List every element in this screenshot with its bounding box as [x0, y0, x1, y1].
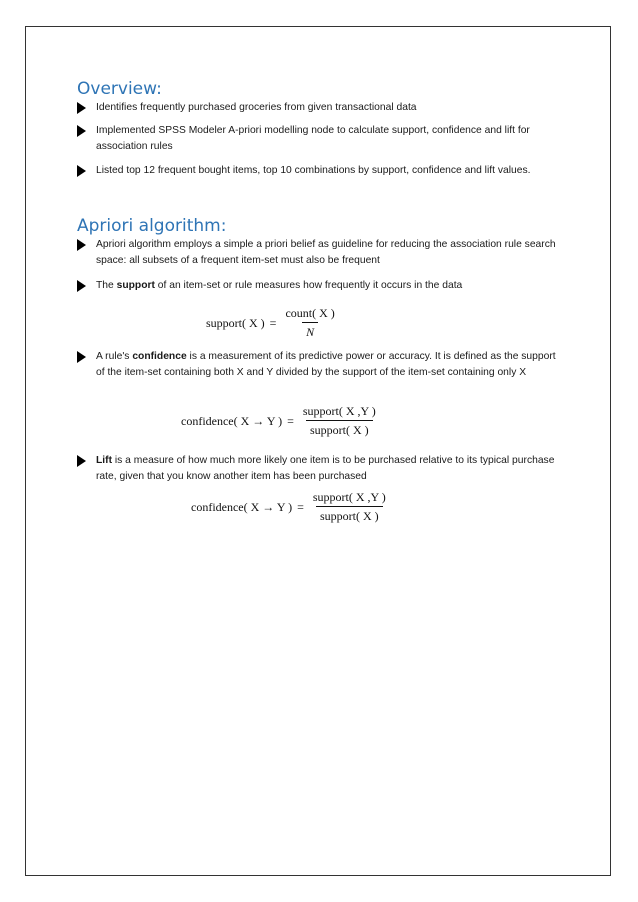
bullet-text: Identifies frequently purchased groceries from given transactional data — [96, 102, 417, 113]
confidence-formula — [181, 404, 380, 438]
formula-equals: = — [297, 499, 304, 514]
formula-lhs: confidence( X → Y ) — [191, 499, 293, 514]
arrow-bullet-icon — [77, 239, 86, 251]
formula-denominator: N — [302, 322, 318, 340]
bullet-post: is a measurement of its predictive power or accuracy. It is defined as the support of the item-set containing both X and Y divided by the support of the item-set containing only X — [96, 351, 556, 378]
bullet-text: Listed top 12 frequent bought items, top 10 combinations by support, confidence and lift values. — [96, 165, 531, 176]
formula-fraction — [309, 490, 390, 524]
lift-term: Lift — [96, 455, 113, 466]
arrow-bullet-icon — [77, 280, 86, 292]
apriori-title: Apriori algorithm: — [77, 216, 227, 236]
formula-numerator: support( X ,Y ) — [302, 404, 376, 418]
overview-bullet-3 — [77, 163, 567, 179]
bullet-post: is a measure of how much more likely one item is to be purchased relative to its typical purchase rate, given that you know another item has been purchased — [96, 455, 555, 482]
bullet-text: Implemented SPSS Modeler A-priori modelling node to calculate support, confidence and lift for association rules — [96, 125, 530, 152]
lift-formula — [191, 490, 390, 524]
formula-numerator: count( X ) — [285, 306, 335, 320]
arrow-bullet-icon — [77, 125, 86, 137]
bullet-post: of an item-set or rule measures how frequently it occurs in the data — [154, 280, 463, 291]
arrow-bullet-icon — [77, 165, 86, 177]
overview-bullet-2 — [77, 123, 567, 155]
arrow-bullet-icon — [77, 351, 86, 363]
formula-lhs: confidence( X → Y ) — [181, 413, 283, 428]
support-term: support — [116, 280, 155, 291]
formula-fraction — [299, 404, 380, 438]
arrow-bullet-icon — [77, 455, 86, 467]
overview-title: Overview: — [77, 79, 162, 99]
bullet-text — [96, 278, 567, 294]
formula-equals: = — [269, 315, 277, 330]
overview-bullet-1 — [77, 100, 567, 116]
formula-equals: = — [287, 413, 294, 428]
bullet-text — [96, 453, 567, 485]
bullet-text — [96, 349, 567, 381]
formula-numerator: support( X ,Y ) — [312, 490, 386, 504]
formula-lhs: support( X ) — [206, 315, 265, 330]
bullet-pre: The — [96, 280, 117, 291]
bullet-pre: A rule's — [96, 351, 133, 362]
formula-denominator: support( X ) — [316, 506, 383, 524]
arrow-bullet-icon — [77, 102, 86, 114]
bullet-text: Apriori algorithm employs a simple a priori belief as guideline for reducing the association rule search space: all subsets of a frequent item-set must also be frequent — [96, 239, 556, 266]
apriori-bullet-4 — [77, 453, 567, 485]
formula-fraction — [281, 306, 338, 340]
support-formula — [206, 306, 339, 340]
apriori-bullet-2 — [77, 278, 567, 294]
apriori-bullet-3 — [77, 349, 567, 381]
formula-denominator: support( X ) — [306, 420, 373, 438]
apriori-bullet-1 — [77, 237, 567, 269]
confidence-term: confidence — [132, 351, 187, 362]
